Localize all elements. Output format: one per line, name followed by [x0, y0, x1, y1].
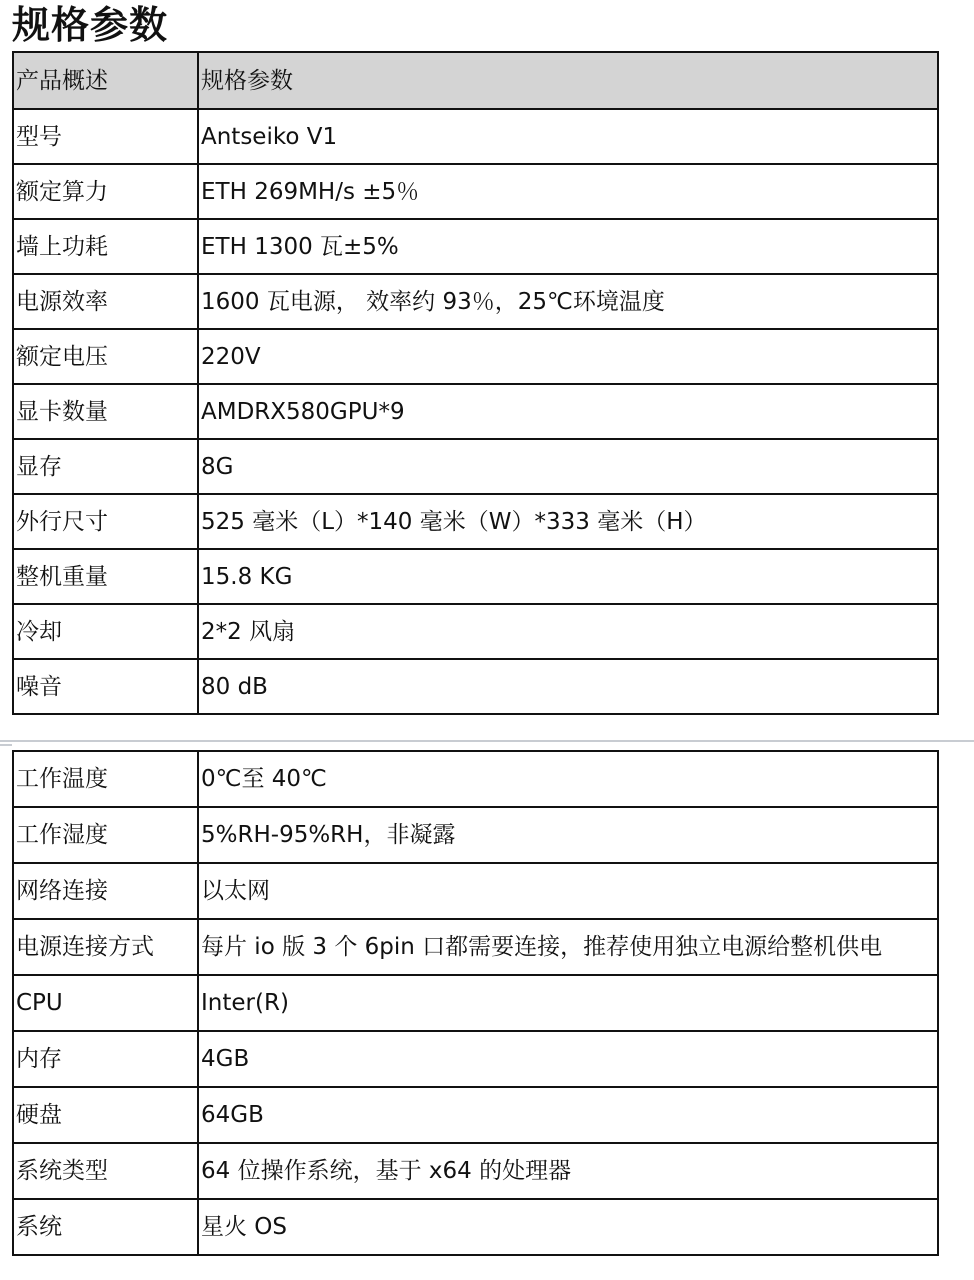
page-title: 规格参数: [12, 3, 169, 47]
table-row: [13, 919, 938, 975]
row-value: 1600 瓦电源， 效率约 93％，25℃环境温度: [198, 274, 938, 329]
table-row: [13, 384, 938, 439]
row-value: 64GB: [198, 1087, 938, 1143]
row-value: 每片 io 版 3 个 6pin 口都需要连接，推荐使用独立电源给整机供电: [198, 919, 938, 975]
row-label: 系统类型: [13, 1143, 198, 1199]
row-label: 显卡数量: [13, 384, 198, 439]
row-label: 墙上功耗: [13, 219, 198, 274]
table-row: [13, 109, 938, 164]
divider-line: [0, 740, 974, 742]
row-value: 8G: [198, 439, 938, 494]
row-label: 额定电压: [13, 329, 198, 384]
spec-table-part-2: [12, 750, 939, 1256]
table-row: [13, 439, 938, 494]
row-value: Antseiko V1: [198, 109, 938, 164]
row-value: Inter(R): [198, 975, 938, 1031]
row-label: 工作湿度: [13, 807, 198, 863]
row-label: 网络连接: [13, 863, 198, 919]
divider-line-short: [0, 744, 12, 746]
table-header-row: [13, 52, 938, 109]
row-label: 噪音: [13, 659, 198, 714]
table-row: [13, 1143, 938, 1199]
row-label: 外行尺寸: [13, 494, 198, 549]
table-row: [13, 807, 938, 863]
table-row: [13, 1031, 938, 1087]
table-row: [13, 549, 938, 604]
table-row: [13, 1199, 938, 1255]
header-cell-overview: 产品概述: [13, 52, 198, 109]
table-row: [13, 329, 938, 384]
row-value: 0℃至 40℃: [198, 751, 938, 807]
table-row: [13, 164, 938, 219]
row-label: 显存: [13, 439, 198, 494]
row-label: 额定算力: [13, 164, 198, 219]
row-label: 工作温度: [13, 751, 198, 807]
spec-table-part-1: [12, 51, 939, 715]
row-label: 硬盘: [13, 1087, 198, 1143]
row-value: 64 位操作系统，基于 x64 的处理器: [198, 1143, 938, 1199]
row-value: AMDRX580GPU*9: [198, 384, 938, 439]
table-row: [13, 219, 938, 274]
row-label: 电源连接方式: [13, 919, 198, 975]
header-cell-spec: 规格参数: [198, 52, 938, 109]
row-value: 4GB: [198, 1031, 938, 1087]
row-value: 5%RH-95%RH，非凝露: [198, 807, 938, 863]
row-value: 220V: [198, 329, 938, 384]
row-value: 以太网: [198, 863, 938, 919]
row-value: 2*2 风扇: [198, 604, 938, 659]
table-row: [13, 604, 938, 659]
row-value: 80 dB: [198, 659, 938, 714]
table-row: [13, 975, 938, 1031]
row-label: 冷却: [13, 604, 198, 659]
table-row: [13, 494, 938, 549]
row-label: 系统: [13, 1199, 198, 1255]
row-value: 525 毫米（L）*140 毫米（W）*333 毫米（H）: [198, 494, 938, 549]
row-value: ETH 1300 瓦±5%: [198, 219, 938, 274]
row-label: 型号: [13, 109, 198, 164]
row-label: 电源效率: [13, 274, 198, 329]
row-label: 内存: [13, 1031, 198, 1087]
page-break-divider: [0, 738, 974, 748]
table-row: [13, 863, 938, 919]
row-value: 星火 OS: [198, 1199, 938, 1255]
table-row: [13, 659, 938, 714]
row-value: ETH 269MH/s ±5％: [198, 164, 938, 219]
row-label: CPU: [13, 975, 198, 1031]
table-row: [13, 274, 938, 329]
row-label: 整机重量: [13, 549, 198, 604]
table-row: [13, 1087, 938, 1143]
row-value: 15.8 KG: [198, 549, 938, 604]
table-row: [13, 751, 938, 807]
